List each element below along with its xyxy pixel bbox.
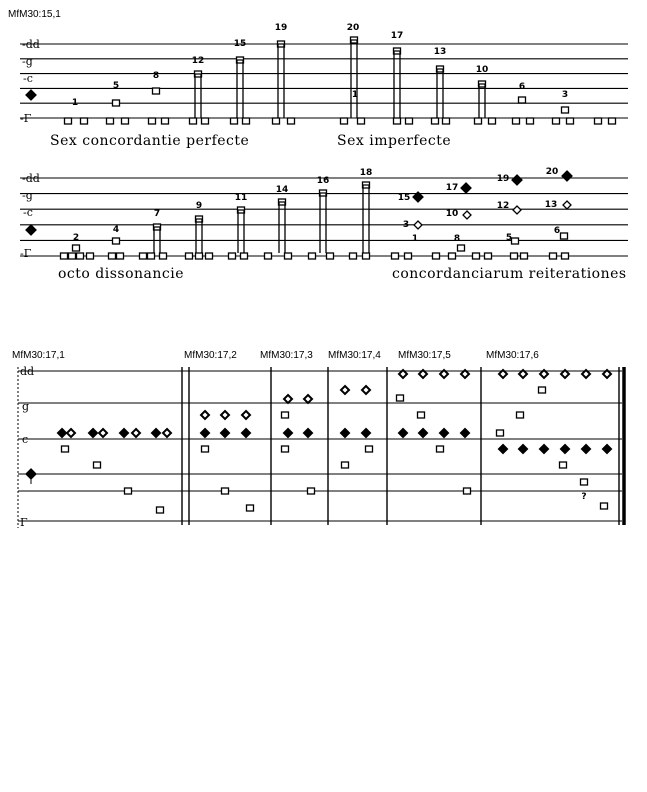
- breve-note: [265, 253, 272, 259]
- line-label: -c: [23, 72, 33, 85]
- reference-17-3: MfM30:17,3: [260, 350, 313, 361]
- filled-diamond-note: [562, 171, 572, 181]
- breve-note: [512, 238, 519, 244]
- interval-number: 13: [433, 47, 447, 57]
- interval-number: 5: [505, 233, 513, 243]
- filled-diamond-note: [152, 429, 161, 438]
- staff-lines: [18, 44, 628, 528]
- breve-note: [81, 118, 88, 124]
- filled-diamond-note: [26, 469, 36, 479]
- breve-note: [202, 446, 209, 452]
- filled-diamond-note: [461, 183, 471, 193]
- breve-note: [550, 253, 557, 259]
- breve-note: [433, 253, 440, 259]
- breve-note: [282, 412, 289, 418]
- breve-note: [160, 253, 167, 259]
- interval-number: 8: [453, 234, 461, 244]
- breve-note: [282, 446, 289, 452]
- breve-note: [288, 118, 295, 124]
- line-label: dd: [20, 365, 35, 378]
- reference-17-5: MfM30:17,5: [398, 350, 451, 361]
- breve-note: [392, 253, 399, 259]
- breve-note: [186, 253, 193, 259]
- breve-note: [497, 430, 504, 436]
- breve-note: [595, 118, 602, 124]
- breve-note: [327, 253, 334, 259]
- interval-number: 2: [72, 233, 80, 243]
- interval-number: 10: [445, 209, 459, 219]
- breve-note: [513, 118, 520, 124]
- filled-diamond-note: [284, 429, 293, 438]
- interval-stem: [437, 69, 443, 118]
- breve-note: [366, 446, 373, 452]
- interval-number: 1: [351, 90, 359, 100]
- interval-number: 6: [518, 82, 526, 92]
- caption-dissonances: octo dissonancie: [58, 266, 184, 282]
- breve-note: [561, 233, 568, 239]
- reference-top: MfM30:15,1: [8, 9, 61, 20]
- breve-note: [153, 88, 160, 94]
- breve-note: [65, 118, 72, 124]
- breve-note: [202, 118, 209, 124]
- reference-17-1: MfM30:17,1: [12, 350, 65, 361]
- open-diamond-note: [563, 201, 571, 209]
- breve-note: [196, 253, 203, 259]
- breve-note: [157, 507, 164, 513]
- filled-diamond-note: [341, 429, 350, 438]
- breve-note: [601, 503, 608, 509]
- line-label: -dd: [22, 38, 40, 51]
- breve-note: [229, 253, 236, 259]
- interval-stem: [479, 84, 485, 118]
- breve-note: [61, 253, 68, 259]
- filled-diamond-note: [242, 429, 251, 438]
- interval-number: 17: [445, 183, 459, 193]
- breve-note: [567, 118, 574, 124]
- interval-number: 19: [496, 174, 510, 184]
- filled-diamond-note: [512, 175, 522, 185]
- breve-note: [148, 253, 155, 259]
- breve-note: [521, 253, 528, 259]
- filled-diamond-note: [26, 225, 36, 235]
- breve-note: [473, 253, 480, 259]
- filled-diamond-note: [540, 445, 549, 454]
- line-label: -c: [23, 206, 33, 219]
- notes: [26, 37, 616, 513]
- interval-number: ?: [581, 492, 587, 502]
- breve-note: [149, 118, 156, 124]
- interval-number: 12: [496, 201, 510, 211]
- breve-note: [308, 488, 315, 494]
- interval-number: 15: [233, 39, 247, 49]
- breve-note: [405, 253, 412, 259]
- breve-note: [122, 118, 129, 124]
- breve-note: [62, 446, 69, 452]
- breve-note: [485, 253, 492, 259]
- interval-stem: [238, 210, 244, 253]
- interval-stem: [195, 74, 201, 118]
- breve-note: [527, 118, 534, 124]
- filled-diamond-note: [603, 445, 612, 454]
- breve-note: [109, 253, 116, 259]
- filled-diamond-note: [362, 429, 371, 438]
- filled-diamond-note: [304, 429, 313, 438]
- breve-note: [87, 253, 94, 259]
- breve-note: [113, 100, 120, 106]
- breve-note: [562, 107, 569, 113]
- interval-number: 15: [397, 193, 411, 203]
- interval-number: 19: [274, 23, 288, 33]
- filled-diamond-note: [582, 445, 591, 454]
- filled-diamond-note: [58, 429, 67, 438]
- breve-note: [609, 118, 616, 124]
- open-diamond-note: [414, 221, 422, 229]
- breve-note: [162, 118, 169, 124]
- filled-diamond-note: [499, 445, 508, 454]
- interval-stem: [363, 185, 369, 253]
- breve-note: [464, 488, 471, 494]
- filled-diamond-note: [89, 429, 98, 438]
- breve-note: [394, 118, 401, 124]
- interval-stem: [237, 60, 243, 118]
- interval-stem: [394, 51, 400, 118]
- line-label: g: [22, 400, 30, 413]
- interval-number: 18: [359, 168, 373, 178]
- line-label: -dd: [22, 172, 40, 185]
- filled-diamond-note: [461, 429, 470, 438]
- line-label: -g: [22, 189, 33, 202]
- interval-number: 20: [346, 23, 360, 33]
- breve-note: [432, 118, 439, 124]
- breve-note: [117, 253, 124, 259]
- breve-note: [73, 245, 80, 251]
- caption-imperfect-concords: Sex imperfecte: [337, 133, 452, 149]
- breve-note: [140, 253, 147, 259]
- line-label: -Γ: [20, 247, 32, 260]
- breve-note: [107, 118, 114, 124]
- breve-note: [231, 118, 238, 124]
- line-label: -Γ: [20, 112, 32, 125]
- breve-note: [489, 118, 496, 124]
- interval-number: 11: [234, 193, 248, 203]
- staff-text: [20, 23, 587, 529]
- breve-note: [581, 479, 588, 485]
- interval-number: 6: [553, 226, 561, 236]
- interval-number: 3: [402, 220, 410, 230]
- filled-diamond-note: [201, 429, 210, 438]
- breve-note: [309, 253, 316, 259]
- breve-note: [285, 253, 292, 259]
- interval-number: 17: [390, 31, 404, 41]
- filled-diamond-note: [26, 90, 36, 100]
- open-diamond-note: [463, 211, 471, 219]
- breve-note: [206, 253, 213, 259]
- caption-perfect-concords: Sex concordantie perfecte: [50, 133, 250, 149]
- breve-note: [77, 253, 84, 259]
- filled-diamond-note: [440, 429, 449, 438]
- breve-note: [94, 462, 101, 468]
- interval-number: 7: [153, 209, 161, 219]
- breve-note: [553, 118, 560, 124]
- interval-number: 16: [316, 176, 330, 186]
- filled-diamond-note: [221, 429, 230, 438]
- breve-note: [560, 462, 567, 468]
- breve-note: [125, 488, 132, 494]
- breve-note: [342, 462, 349, 468]
- interval-number: 8: [152, 71, 160, 81]
- filled-diamond-note: [419, 429, 428, 438]
- interval-number: 5: [112, 81, 120, 91]
- breve-note: [449, 253, 456, 259]
- interval-number: 14: [275, 185, 289, 195]
- filled-diamond-note: [519, 445, 528, 454]
- filled-diamond-note: [120, 429, 129, 438]
- interval-number: 13: [544, 200, 558, 210]
- line-label: c: [22, 433, 29, 446]
- breve-note: [406, 118, 413, 124]
- breve-note: [517, 412, 524, 418]
- breve-note: [69, 253, 76, 259]
- breve-note: [539, 387, 546, 393]
- interval-stem: [196, 219, 202, 253]
- interval-number: 10: [475, 65, 489, 75]
- caption-reiterations: concordanciarum reiterationes: [392, 266, 627, 282]
- breve-note: [562, 253, 569, 259]
- interval-number: 4: [112, 225, 120, 235]
- breve-note: [519, 97, 526, 103]
- breve-note: [350, 253, 357, 259]
- interval-stem: [320, 193, 326, 253]
- breve-note: [363, 253, 370, 259]
- breve-note: [475, 118, 482, 124]
- breve-note: [418, 412, 425, 418]
- filled-diamond-note: [561, 445, 570, 454]
- interval-number: 1: [71, 98, 79, 108]
- breve-note: [358, 118, 365, 124]
- reference-17-4: MfM30:17,4: [328, 350, 381, 361]
- breve-note: [458, 245, 465, 251]
- breve-note: [443, 118, 450, 124]
- breve-note: [190, 118, 197, 124]
- breve-note: [247, 505, 254, 511]
- interval-number: 1: [411, 234, 419, 244]
- interval-number: 9: [195, 201, 203, 211]
- breve-note: [341, 118, 348, 124]
- interval-stem: [351, 40, 357, 118]
- breve-note: [397, 395, 404, 401]
- reference-17-2: MfM30:17,2: [184, 350, 237, 361]
- breve-note: [437, 446, 444, 452]
- line-label: -g: [22, 55, 33, 68]
- interval-number: 20: [545, 167, 559, 177]
- filled-diamond-note: [399, 429, 408, 438]
- interval-stem: [278, 44, 284, 118]
- open-diamond-note: [513, 206, 521, 214]
- reference-17-6: MfM30:17,6: [486, 350, 539, 361]
- breve-note: [222, 488, 229, 494]
- breve-note: [113, 238, 120, 244]
- interval-number: 12: [191, 56, 205, 66]
- breve-note: [273, 118, 280, 124]
- breve-note: [243, 118, 250, 124]
- line-label: Γ: [20, 516, 28, 529]
- breve-note: [241, 253, 248, 259]
- breve-note: [511, 253, 518, 259]
- interval-number: 3: [561, 90, 569, 100]
